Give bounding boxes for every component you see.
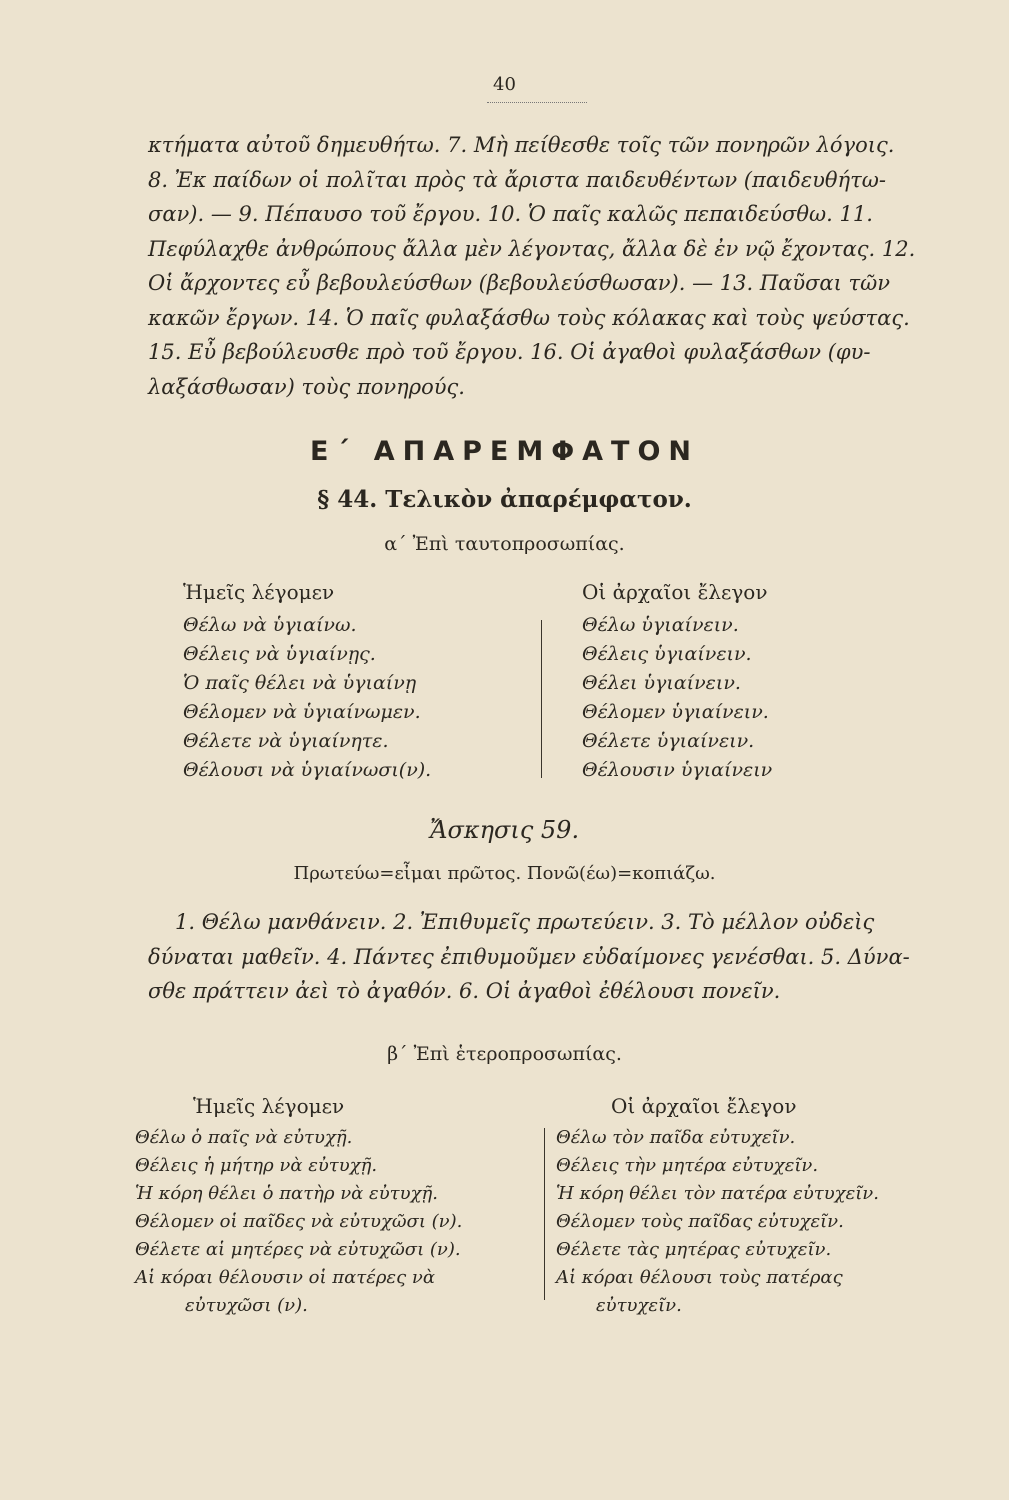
exercise-59-heading: Ἄσκησις 59. [429,816,580,844]
table-row: Θέλετε τὰς μητέρας εὐτυχεῖν. [556,1239,832,1260]
table-row: Θέλομεν τοὺς παῖδας εὐτυχεῖν. [556,1211,844,1232]
table-b-right-header: Οἱ ἀρχαῖοι ἔλεγον [611,1094,797,1118]
table-row: Θέλω τὸν παῖδα εὐτυχεῖν. [556,1127,796,1148]
text-line: 1. Θέλω μανθάνειν. 2. Ἐπιθυμεῖς πρωτεύειν. 3. Τὸ μέλλον οὐδεὶς [175,910,875,934]
table-row: Θέλεις νὰ ὑγιαίνῃς. [183,643,376,665]
vocabulary-definitions: Πρωτεύω=εἶμαι πρῶτος. Πονῶ(έω)=κοπιάζω. [293,863,716,884]
table-row: Θέλετε ὑγιαίνειν. [582,730,755,752]
text-line: 8. Ἐκ παίδων οἱ πολῖται πρὸς τὰ ἄριστα παιδευθέντων (παιδευθήτω- [148,167,886,192]
text-line: δύναται μαθεῖν. 4. Πάντες ἐπιθυμοῦμεν εὐδαίμονες γενέσθαι. 5. Δύνα- [148,944,910,969]
table-row: Θέλει ὑγιαίνειν. [582,672,741,694]
table-a-divider [541,620,542,778]
text-line: Πεφύλαχθε ἀνθρώπους ἄλλα μὲν λέγοντας, ἄλλα δὲ ἐν νῷ ἔχοντας. 12. [148,236,916,261]
text-line: κακῶν ἔργων. 14. Ὁ παῖς φυλαξάσθω τοὺς κόλακας καὶ τοὺς ψεύστας. [148,305,910,330]
table-row: Θέλομεν οἱ παῖδες νὰ εὐτυχῶσι (ν). [135,1211,463,1232]
text-line: Οἱ ἄρχοντες εὖ βεβουλεύσθων (βεβουλεύσθωσαν). — 13. Παῦσαι τῶν [148,271,891,295]
table-b-divider [544,1128,545,1300]
table-a-right-column [582,578,772,785]
table-row: Θέλεις ὑγιαίνειν. [582,643,752,665]
table-row: Θέλομεν ὑγιαίνειν. [582,701,769,723]
table-b-right-column [556,1092,879,1320]
table-a-left-column [183,578,431,785]
text-line: 15. Εὖ βεβούλευσθε πρὸ τοῦ ἔργου. 16. Οἱ ἀγαθοὶ φυλαξάσθων (φυ- [148,340,871,364]
table-row: Ἡ κόρη θέλει ὁ πατὴρ νὰ εὐτυχῇ. [135,1183,438,1204]
text-line: λαξάσθωσαν) τοὺς πονηρούς. [148,374,465,399]
table-row: Θέλεις ἡ μήτηρ νὰ εὐτυχῇ. [135,1155,378,1176]
table-row: Θέλετε αἱ μητέρες νὰ εὐτυχῶσι (ν). [135,1239,461,1260]
text-line: σθε πράττειν ἀεὶ τὸ ἀγαθόν. 6. Οἱ ἀγαθοὶ ἐθέλουσι πονεῖν. [148,979,781,1003]
table-row: Ἡ κόρη θέλει τὸν πατέρα εὐτυχεῖν. [556,1183,879,1204]
table-b-left-header: Ἡμεῖς λέγομεν [193,1094,345,1118]
subheading-a: α΄ Ἐπὶ ταυτοπροσωπίας. [384,533,625,555]
section-heading: § 44. Τελικὸν ἀπαρέμφατον. [317,486,692,513]
exercise-58-paragraph [148,128,916,404]
table-row: Θέλω ὑγιαίνειν. [582,614,739,636]
table-row: Θέλομεν νὰ ὑγιαίνωμεν. [183,701,421,723]
table-row: Θέλεις τὴν μητέρα εὐτυχεῖν. [556,1155,819,1176]
table-row: εὐτυχεῖν. [596,1295,682,1316]
text-line: κτήματα αὐτοῦ δημευθήτω. 7. Μὴ πείθεσθε τοῖς τῶν πονηρῶν λόγοις. [148,133,895,157]
table-row: Θέλω ὁ παῖς νὰ εὐτυχῇ. [135,1127,353,1148]
table-a-right-header: Οἱ ἀρχαῖοι ἔλεγον [582,580,768,604]
table-row: Θέλουσιν ὑγιαίνειν [582,759,773,781]
table-row: Αἱ κόραι θέλουσιν οἱ πατέρες νὰ [135,1267,435,1288]
table-row: Ὁ παῖς θέλει νὰ ὑγιαίνῃ [183,672,417,694]
table-row: Θέλουσι νὰ ὑγιαίνωσι(ν). [183,759,432,781]
table-b-left-column [135,1092,462,1320]
table-row: εὐτυχῶσι (ν). [185,1295,308,1316]
chapter-heading: Ε΄ ΑΠΑΡΕΜΦΑΤΟΝ [309,436,700,467]
subheading-b: β΄ Ἐπὶ ἑτεροπροσωπίας. [387,1043,622,1065]
table-row: Θέλω νὰ ὑγιαίνω. [183,614,357,636]
text-line: σαν). — 9. Πέπαυσο τοῦ ἔργου. 10. Ὁ παῖς καλῶς πεπαιδεύσθω. 11. [148,202,873,226]
table-row: Αἱ κόραι θέλουσι τοὺς πατέρας [556,1267,843,1288]
table-a-left-header: Ἡμεῖς λέγομεν [183,580,335,604]
header-rule [487,102,587,103]
table-row: Θέλετε νὰ ὑγιαίνητε. [183,730,389,752]
exercise-59-paragraph [148,905,910,1009]
page-number: 40 [493,74,516,95]
